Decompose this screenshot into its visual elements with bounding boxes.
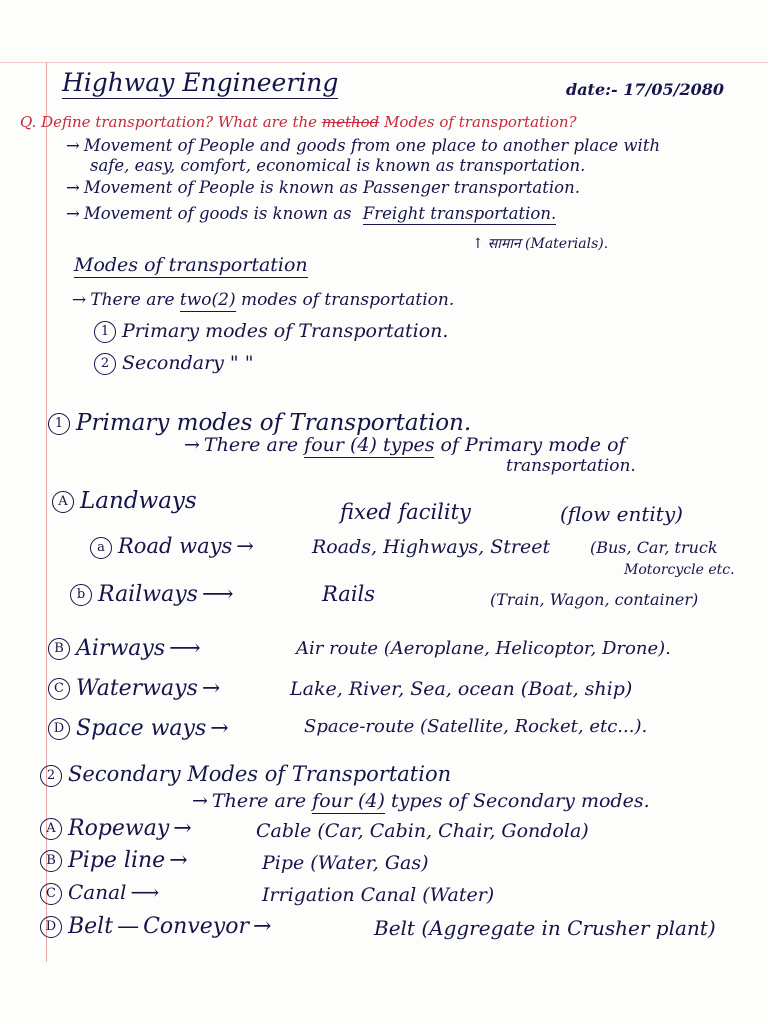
answer-line: safe, easy, comfort, economical is known as transportation.	[90, 156, 586, 175]
railways-entity: (Train, Wagon, container)	[490, 590, 699, 609]
belt-value: Belt (Aggregate in Crusher plant)	[374, 916, 716, 940]
railways-label: b Railways ⟶	[70, 582, 237, 607]
answer-line: → Movement of People and goods from one place to another place with	[66, 136, 661, 155]
railways-facility: Rails	[322, 582, 376, 606]
spaceways-label: D Space ways →	[48, 716, 233, 741]
primary-count: four (4) types	[304, 434, 435, 456]
airways-value: Air route (Aeroplane, Helicoptor, Drone).	[296, 638, 671, 659]
mode-item: 2 Secondary " "	[94, 352, 253, 375]
roadways-entity-cont: Motorcycle etc.	[624, 562, 735, 578]
freight-note: ↑ सामान (Materials).	[472, 236, 609, 252]
roadways-entity: (Bus, Car, truck	[590, 538, 718, 557]
title-text: Highway Engineering	[62, 68, 339, 97]
ropeway-value: Cable (Car, Cabin, Chair, Gondola)	[256, 820, 589, 842]
waterways-value: Lake, River, Sea, ocean (Boat, ship)	[290, 678, 633, 700]
waterways-label: C Waterways →	[48, 676, 224, 701]
col-entity: (flow entity)	[560, 502, 683, 526]
page-title	[62, 68, 338, 97]
pipeline-label: B Pipe line →	[40, 848, 192, 873]
primary-intro-cont: transportation.	[506, 456, 636, 476]
question-text: Define transportation? What are the	[41, 113, 318, 131]
modes-count: two(2)	[179, 290, 236, 310]
roadways-facility: Roads, Highways, Street	[312, 536, 551, 558]
belt-label: D Belt — Conveyor →	[40, 914, 275, 939]
question-text-end: Modes of transportation?	[384, 113, 577, 131]
secondary-heading: 2 Secondary Modes of Transportation	[40, 762, 451, 787]
answer-line: → Movement of People is known as Passenger transportation.	[66, 178, 580, 197]
ruled-line	[0, 62, 768, 63]
question	[20, 113, 577, 131]
secondary-intro: → There are four (4) types of Secondary modes.	[192, 790, 650, 812]
secondary-count: four (4)	[312, 790, 385, 812]
ropeway-label: A Ropeway →	[40, 816, 196, 841]
canal-value: Irrigation Canal (Water)	[262, 884, 495, 906]
airways-label: B Airways ⟶	[48, 636, 205, 661]
date: date:- 17/05/2080	[566, 80, 724, 99]
roadways-label: a Road ways →	[90, 534, 258, 559]
belt-conveyor: Conveyor	[143, 914, 249, 939]
answer-line: → Movement of goods is known as Freight transportation.	[66, 204, 557, 223]
col-facility: fixed facility	[340, 500, 471, 524]
pipeline-value: Pipe (Water, Gas)	[262, 852, 429, 874]
landways-label: A Landways	[52, 488, 197, 514]
question-struck-word: method	[321, 113, 380, 131]
question-marker: Q.	[20, 113, 37, 131]
freight-term: Freight transportation.	[362, 204, 557, 223]
mode-item: 1 Primary modes of Transportation.	[94, 320, 448, 343]
primary-heading: 1 Primary modes of Transportation.	[48, 410, 471, 436]
primary-intro: → There are four (4) types of Primary mode of	[184, 434, 626, 456]
canal-label: C Canal ⟶	[40, 880, 163, 905]
spaceways-value: Space-route (Satellite, Rocket, etc...).	[304, 716, 648, 737]
modes-heading: Modes of transportation	[74, 254, 308, 276]
modes-intro: → There are two(2) modes of transportation.	[72, 290, 455, 310]
